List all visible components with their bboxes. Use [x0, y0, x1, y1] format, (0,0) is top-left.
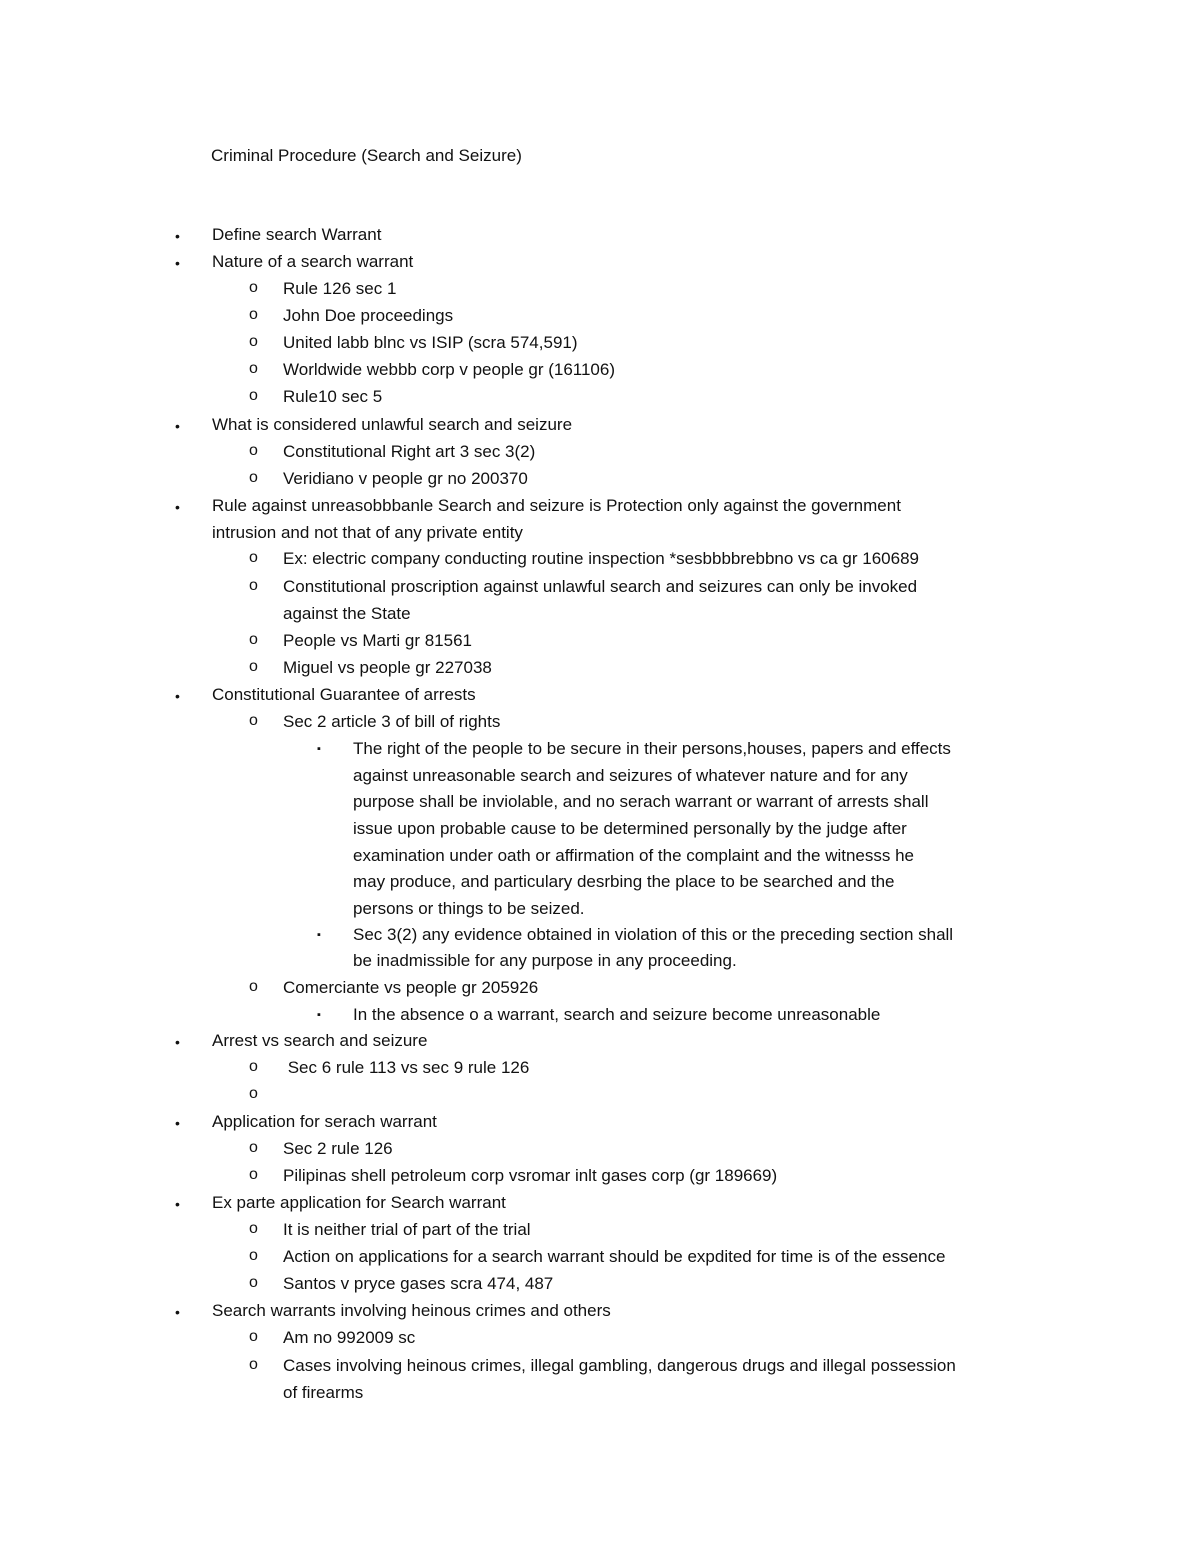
list-item: Ex: electric company conducting routine inspection *sesbbbbrebbno vs ca gr 160689 [283, 549, 919, 568]
list-item: Am no 992009 sc [283, 1328, 416, 1347]
list-item: Arrest vs search and seizure [212, 1031, 428, 1050]
bullet-circle: o [249, 978, 258, 995]
bullet-disc: • [175, 1196, 180, 1212]
bullet-circle: o [249, 1085, 258, 1102]
list-item: Ex parte application for Search warrant [212, 1193, 506, 1212]
bullet-disc: • [175, 418, 180, 434]
bullet-circle: o [249, 387, 258, 404]
bullet-disc: • [175, 499, 180, 515]
list-item: Sec 6 rule 113 vs sec 9 rule 126 [283, 1058, 530, 1077]
document-title: Criminal Procedure (Search and Seizure) [211, 146, 522, 165]
bullet-circle: o [249, 549, 258, 566]
list-item: Action on applications for a search warrant should be expdited for time is of the essence [283, 1247, 946, 1266]
list-item: Constitutional proscription against unlawful search and seizures can only be invoked [283, 577, 918, 596]
list-item: Rule10 sec 5 [283, 387, 383, 406]
bullet-circle: o [249, 1058, 258, 1075]
list-item: What is considered unlawful search and seizure [212, 415, 573, 434]
bullet-disc: • [175, 1304, 180, 1320]
bullet-circle: o [249, 1328, 258, 1345]
list-item-continuation: against the State [283, 604, 411, 623]
list-item: Nature of a search warrant [212, 252, 414, 271]
list-item: Constitutional Right art 3 sec 3(2) [283, 442, 536, 461]
bullet-disc: • [175, 1115, 180, 1131]
bullet-circle: o [249, 631, 258, 648]
list-item-continuation: persons or things to be seized. [353, 899, 585, 918]
list-item: Sec 2 article 3 of bill of rights [283, 712, 501, 731]
list-item: Santos v pryce gases scra 474, 487 [283, 1274, 554, 1293]
bullet-circle: o [249, 1247, 258, 1264]
list-item: John Doe proceedings [283, 306, 454, 325]
list-item: In the absence o a warrant, search and seizure become unreasonable [353, 1005, 881, 1024]
list-item: Application for serach warrant [212, 1112, 437, 1131]
list-item-continuation: of firearms [283, 1383, 364, 1402]
list-item-continuation: issue upon probable cause to be determined personally by the judge after [353, 819, 907, 838]
list-item: Sec 3(2) any evidence obtained in violation of this or the preceding section shall [353, 925, 954, 944]
list-item: The right of the people to be secure in their persons,houses, papers and effects [353, 739, 951, 758]
list-item-continuation: intrusion and not that of any private entity [212, 523, 523, 542]
list-item: Veridiano v people gr no 200370 [283, 469, 528, 488]
list-item: Cases involving heinous crimes, illegal gambling, dangerous drugs and illegal possession [283, 1356, 956, 1375]
bullet-circle: o [249, 442, 258, 459]
bullet-circle: o [249, 1356, 258, 1373]
bullet-disc: • [175, 228, 180, 244]
list-item-continuation: may produce, and particulary desrbing the place to be searched and the [353, 872, 895, 891]
list-item-continuation: examination under oath or affirmation of the complaint and the witnesss he [353, 846, 915, 865]
bullet-circle: o [249, 1274, 258, 1291]
list-item: Define search Warrant [212, 225, 382, 244]
list-item: Rule 126 sec 1 [283, 279, 397, 298]
list-item-continuation: against unreasonable search and seizures of whatever nature and for any [353, 766, 908, 785]
bullet-circle: o [249, 1139, 258, 1156]
list-item: United labb blnc vs ISIP (scra 574,591) [283, 333, 578, 352]
bullet-circle: o [249, 306, 258, 323]
list-item: Pilipinas shell petroleum corp vsromar inlt gases corp (gr 189669) [283, 1166, 778, 1185]
list-item: People vs Marti gr 81561 [283, 631, 472, 650]
bullet-circle: o [249, 1220, 258, 1237]
list-item-continuation: purpose shall be inviolable, and no serach warrant or warrant of arrests shall [353, 792, 929, 811]
list-item: Constitutional Guarantee of arrests [212, 685, 476, 704]
bullet-circle: o [249, 360, 258, 377]
bullet-disc: • [175, 255, 180, 271]
list-item: Search warrants involving heinous crimes and others [212, 1301, 611, 1320]
bullet-circle: o [249, 712, 258, 729]
bullet-circle: o [249, 577, 258, 594]
bullet-disc: • [175, 1034, 180, 1050]
bullet-square: ▪ [317, 929, 321, 941]
list-item: Comerciante vs people gr 205926 [283, 978, 539, 997]
list-item: Miguel vs people gr 227038 [283, 658, 492, 677]
bullet-circle: o [249, 1166, 258, 1183]
bullet-circle: o [249, 658, 258, 675]
bullet-circle: o [249, 279, 258, 296]
list-item-continuation: be inadmissible for any purpose in any proceeding. [353, 951, 737, 970]
bullet-disc: • [175, 688, 180, 704]
bullet-square: ▪ [317, 743, 321, 755]
list-item: Sec 2 rule 126 [283, 1139, 393, 1158]
bullet-circle: o [249, 469, 258, 486]
list-item: Rule against unreasobbbanle Search and seizure is Protection only against the government [212, 496, 901, 515]
list-item: Worldwide webbb corp v people gr (161106) [283, 360, 616, 379]
list-item: It is neither trial of part of the trial [283, 1220, 531, 1239]
bullet-circle: o [249, 333, 258, 350]
bullet-square: ▪ [317, 1009, 321, 1021]
